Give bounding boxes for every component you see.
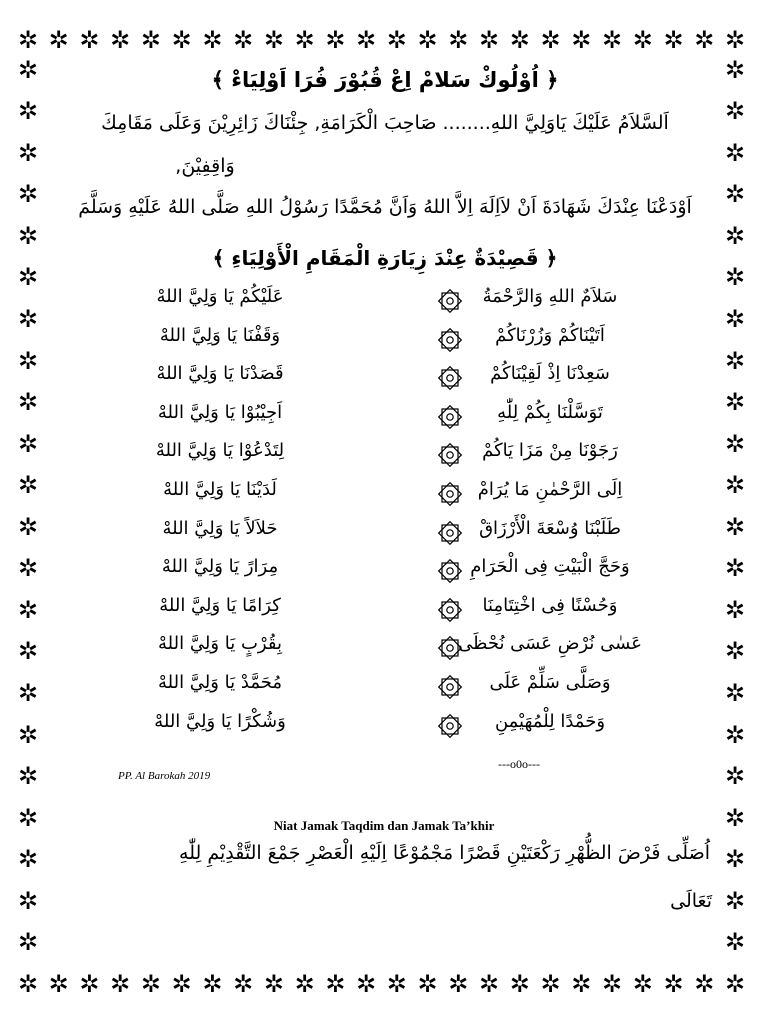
border-star-icon: ✲ bbox=[417, 970, 438, 998]
border-star-icon: ✲ bbox=[17, 845, 39, 874]
border-star-icon: ✲ bbox=[694, 970, 715, 998]
border-star-icon: ✲ bbox=[17, 637, 39, 666]
octagram-ornament-icon bbox=[435, 363, 465, 393]
border-star-icon: ✲ bbox=[724, 180, 746, 209]
octagram-ornament-icon bbox=[435, 402, 465, 432]
border-star-icon: ✲ bbox=[509, 970, 530, 998]
border-star-icon: ✲ bbox=[17, 304, 39, 333]
end-mark: ---o0o--- bbox=[498, 757, 540, 771]
border-star-icon: ✲ bbox=[171, 970, 192, 998]
border-star-icon: ✲ bbox=[17, 138, 39, 167]
border-star-icon: ✲ bbox=[17, 886, 39, 915]
border-star-icon: ✲ bbox=[724, 26, 746, 54]
border-star-icon: ✲ bbox=[724, 762, 746, 791]
verse-left: لَدَيْنَا يَا وَلِيَّ اللهْ bbox=[163, 479, 277, 500]
border-star-icon: ✲ bbox=[17, 720, 39, 749]
border-star-icon: ✲ bbox=[724, 928, 746, 957]
border-star-icon: ✲ bbox=[17, 429, 39, 458]
border-star-icon: ✲ bbox=[140, 970, 161, 998]
octagram-ornament-icon bbox=[435, 440, 465, 470]
border-star-icon: ✲ bbox=[17, 762, 39, 791]
border-star-icon: ✲ bbox=[263, 970, 284, 998]
border-star-icon: ✲ bbox=[479, 26, 500, 54]
salam-line-3: اَوْدَعْنَا عِنْدَكَ شَهَادَةَ اَنْ لاَاِلَهَ اِلاَّ اللهُ وَاَنَّ مُحَمَّدًا رَسُوْلُ اللهِ صَلَّى اللهُ عَلَيْهِ وَسَلَّمَ bbox=[78, 196, 692, 218]
octagram-ornament-icon bbox=[435, 325, 465, 355]
border-star-icon: ✲ bbox=[724, 970, 746, 998]
border-star-icon: ✲ bbox=[724, 720, 746, 749]
border-star-icon: ✲ bbox=[17, 512, 39, 541]
border-star-icon: ✲ bbox=[724, 637, 746, 666]
qasidah-row bbox=[60, 363, 710, 397]
border-star-icon: ✲ bbox=[509, 26, 530, 54]
border-star-icon: ✲ bbox=[724, 97, 746, 126]
verse-left: قَصَدْنَا يَا وَلِيَّ اللهْ bbox=[156, 363, 284, 385]
verse-left: وَقَفْنَا يَا وَلِيَّ اللهْ bbox=[159, 324, 281, 346]
octagram-ornament-icon bbox=[435, 556, 465, 586]
border-star-icon: ✲ bbox=[17, 388, 39, 417]
qasidah-row bbox=[60, 556, 710, 590]
border-star-icon: ✲ bbox=[663, 970, 684, 998]
border-star-icon: ✲ bbox=[294, 26, 315, 54]
border-star-icon: ✲ bbox=[17, 180, 39, 209]
qasidah-row bbox=[60, 286, 710, 320]
border-star-icon: ✲ bbox=[601, 970, 623, 998]
border-star-icon: ✲ bbox=[171, 26, 192, 54]
border-star-icon: ✲ bbox=[233, 26, 254, 54]
verse-right: وَحُسْنًا فِى اخْتِتَامِنَا bbox=[482, 594, 618, 616]
border-star-icon: ✲ bbox=[17, 970, 39, 998]
octagram-ornament-icon bbox=[435, 286, 465, 316]
credit-text: PP. Al Barokah 2019 bbox=[118, 770, 211, 782]
octagram-ornament-icon bbox=[435, 518, 465, 548]
qasidah-row bbox=[60, 440, 710, 474]
border-star-icon: ✲ bbox=[724, 388, 746, 417]
border-star-icon: ✲ bbox=[724, 55, 746, 84]
qasidah-row bbox=[60, 325, 710, 359]
qasidah-row bbox=[60, 595, 710, 629]
border-star-icon: ✲ bbox=[724, 845, 746, 874]
border-star-icon: ✲ bbox=[17, 595, 39, 624]
border-star-icon: ✲ bbox=[724, 471, 746, 500]
verse-right: سَعِدْنَا اِذْ لَقِيْنَاكُمْ bbox=[490, 363, 610, 385]
border-star-icon: ✲ bbox=[17, 554, 39, 583]
verse-left: وَشُكْرًا يَا وَلِيَّ اللهْ bbox=[154, 710, 286, 732]
verse-left: اَجِيْبُوْا يَا وَلِيَّ اللهْ bbox=[157, 401, 283, 423]
border-star-icon: ✲ bbox=[17, 471, 39, 500]
octagram-ornament-icon bbox=[435, 595, 465, 625]
page-title: ﴿ اُوْلُوكْ سَلامْ اِعْ قُبُوْرَ فُرَا اَوْلِيَاءْ ﴾ bbox=[211, 68, 559, 92]
verse-right: سَلاَمٌ اللهِ وَالرَّحْمَةُ bbox=[482, 286, 618, 307]
border-star-icon: ✲ bbox=[17, 803, 39, 832]
octagram-ornament-icon bbox=[435, 711, 465, 741]
border-star-icon: ✲ bbox=[724, 595, 746, 624]
border-star-icon: ✲ bbox=[694, 26, 715, 54]
border-star-icon: ✲ bbox=[325, 970, 346, 998]
border-star-icon: ✲ bbox=[17, 55, 39, 84]
border-star-icon: ✲ bbox=[233, 970, 254, 998]
border-star-icon: ✲ bbox=[79, 26, 100, 54]
border-star-icon: ✲ bbox=[17, 679, 39, 708]
verse-left: حَلاَلاً يَا وَلِيَّ اللهْ bbox=[162, 517, 278, 539]
verse-right: وَحَجَّ الْبَيْتِ فِى الْحَرَامِ bbox=[470, 556, 630, 578]
verse-right: وَصَلَّى سَلِّمْ عَلَى bbox=[489, 672, 611, 693]
border-star-icon: ✲ bbox=[448, 26, 469, 54]
border-star-icon: ✲ bbox=[724, 138, 746, 167]
qasidah-row bbox=[60, 672, 710, 706]
border-star-icon: ✲ bbox=[724, 346, 746, 375]
border-star-icon: ✲ bbox=[632, 26, 653, 54]
verse-left: كِرَامًا يَا وَلِيَّ اللهْ bbox=[159, 594, 281, 616]
qasidah-row bbox=[60, 402, 710, 436]
border-star-icon: ✲ bbox=[540, 970, 561, 998]
octagram-ornament-icon bbox=[435, 479, 465, 509]
border-star-icon: ✲ bbox=[17, 346, 39, 375]
qasidah-row bbox=[60, 479, 710, 513]
border-star-icon: ✲ bbox=[724, 512, 746, 541]
verse-left: مِرَارً يَا وَلِيَّ اللهْ bbox=[161, 556, 279, 578]
border-star-icon: ✲ bbox=[110, 970, 131, 998]
border-star-icon: ✲ bbox=[17, 26, 39, 54]
octagram-ornament-icon bbox=[435, 633, 465, 663]
border-star-icon: ✲ bbox=[110, 26, 131, 54]
border-star-icon: ✲ bbox=[386, 26, 407, 54]
border-star-icon: ✲ bbox=[294, 970, 315, 998]
qasidah-row bbox=[60, 633, 710, 667]
border-star-icon: ✲ bbox=[48, 970, 69, 998]
border-star-icon: ✲ bbox=[140, 26, 161, 54]
qasidah-row bbox=[60, 711, 710, 745]
border-star-icon: ✲ bbox=[601, 26, 623, 54]
border-star-icon: ✲ bbox=[356, 970, 377, 998]
verse-right: اِلَى الرَّحْمٰنِ مَا يُرَامْ bbox=[477, 479, 623, 500]
verse-right: اَتَيْنَاكُمْ وَزُرْنَاكُمْ bbox=[495, 324, 605, 346]
border-star-icon: ✲ bbox=[724, 429, 746, 458]
border-star-icon: ✲ bbox=[724, 803, 746, 832]
salam-line-1: اَلسَّلاَمُ عَلَيْكَ يَاوَلِيَّ اللهِ........ صَاحِبَ الْكَرَامَةِ, جِئْنَاكَ زَائِرِيْنَ وَعَلَى مَقَامِكَ bbox=[101, 112, 669, 134]
border-star-icon: ✲ bbox=[724, 221, 746, 250]
border-star-icon: ✲ bbox=[17, 221, 39, 250]
border-star-icon: ✲ bbox=[724, 886, 746, 915]
border-star-icon: ✲ bbox=[386, 970, 407, 998]
border-star-icon: ✲ bbox=[48, 26, 69, 54]
niat-line-1: اُصَلِّى فَرْضَ الظُّهْرِ رَكْعَتَيْنِ قَصْرًا مَجْمُوْعًا اِلَيْهِ الْعَصْرِ جَمْعَ التَّقْدِيْمِ لِلّٰهِ bbox=[179, 842, 710, 864]
border-star-icon: ✲ bbox=[540, 26, 561, 54]
niat-title: Niat Jamak Taqdim dan Jamak Ta’khir bbox=[273, 818, 495, 833]
verse-left: مُحَمَّدْ يَا وَلِيَّ اللهْ bbox=[157, 672, 283, 693]
verse-right: رَجَوْنَا مِنْ مَزَا يَاكُمْ bbox=[482, 440, 618, 462]
niat-line-2: تَعَالَى bbox=[670, 890, 712, 912]
border-star-icon: ✲ bbox=[202, 26, 223, 54]
border-star-icon: ✲ bbox=[724, 304, 746, 333]
border-star-icon: ✲ bbox=[17, 263, 39, 292]
border-star-icon: ✲ bbox=[632, 970, 653, 998]
border-star-icon: ✲ bbox=[663, 26, 684, 54]
verse-right: تَوَسَّلْنَا بِكُمْ لِلّٰهِ bbox=[497, 401, 603, 423]
border-star-icon: ✲ bbox=[17, 928, 39, 957]
octagram-ornament-icon bbox=[435, 672, 465, 702]
border-star-icon: ✲ bbox=[17, 97, 39, 126]
border-star-icon: ✲ bbox=[202, 970, 223, 998]
verse-left: بِقُرْبٍ يَا وَلِيَّ اللهْ bbox=[158, 633, 282, 655]
border-star-icon: ✲ bbox=[724, 263, 746, 292]
border-star-icon: ✲ bbox=[724, 679, 746, 708]
border-star-icon: ✲ bbox=[263, 26, 284, 54]
verse-right: وَحَمْدًا لِلْمُهَيْمِنِ bbox=[494, 710, 606, 732]
salam-line-2: وَاقِفِيْنَ, bbox=[175, 155, 235, 177]
border-star-icon: ✲ bbox=[724, 554, 746, 583]
verse-right: طَلَبْنَا وُسْعَةَ الْأَرْزَاقْ bbox=[479, 517, 621, 539]
border-star-icon: ✲ bbox=[79, 970, 100, 998]
border-star-icon: ✲ bbox=[356, 26, 377, 54]
verse-left: عَلَيْكُمْ يَا وَلِيَّ اللهْ bbox=[156, 286, 284, 307]
border-star-icon: ✲ bbox=[448, 970, 469, 998]
border-star-icon: ✲ bbox=[571, 26, 592, 54]
verse-right: عَسٰى نُرْضِ عَسَى نُحْظَى bbox=[458, 633, 642, 655]
border-star-icon: ✲ bbox=[325, 26, 346, 54]
border-star-icon: ✲ bbox=[417, 26, 438, 54]
qasidah-row bbox=[60, 518, 710, 552]
qasidah-title: ﴿ قَصِيْدَةٌ عِنْدَ زِيَارَةِ الْمَقَامِ الْأَوْلِيَاءِ ﴾ bbox=[212, 246, 558, 270]
verse-left: لِتَدْعُوْا يَا وَلِيَّ اللهْ bbox=[155, 440, 285, 462]
border-star-icon: ✲ bbox=[479, 970, 500, 998]
border-star-icon: ✲ bbox=[571, 970, 592, 998]
